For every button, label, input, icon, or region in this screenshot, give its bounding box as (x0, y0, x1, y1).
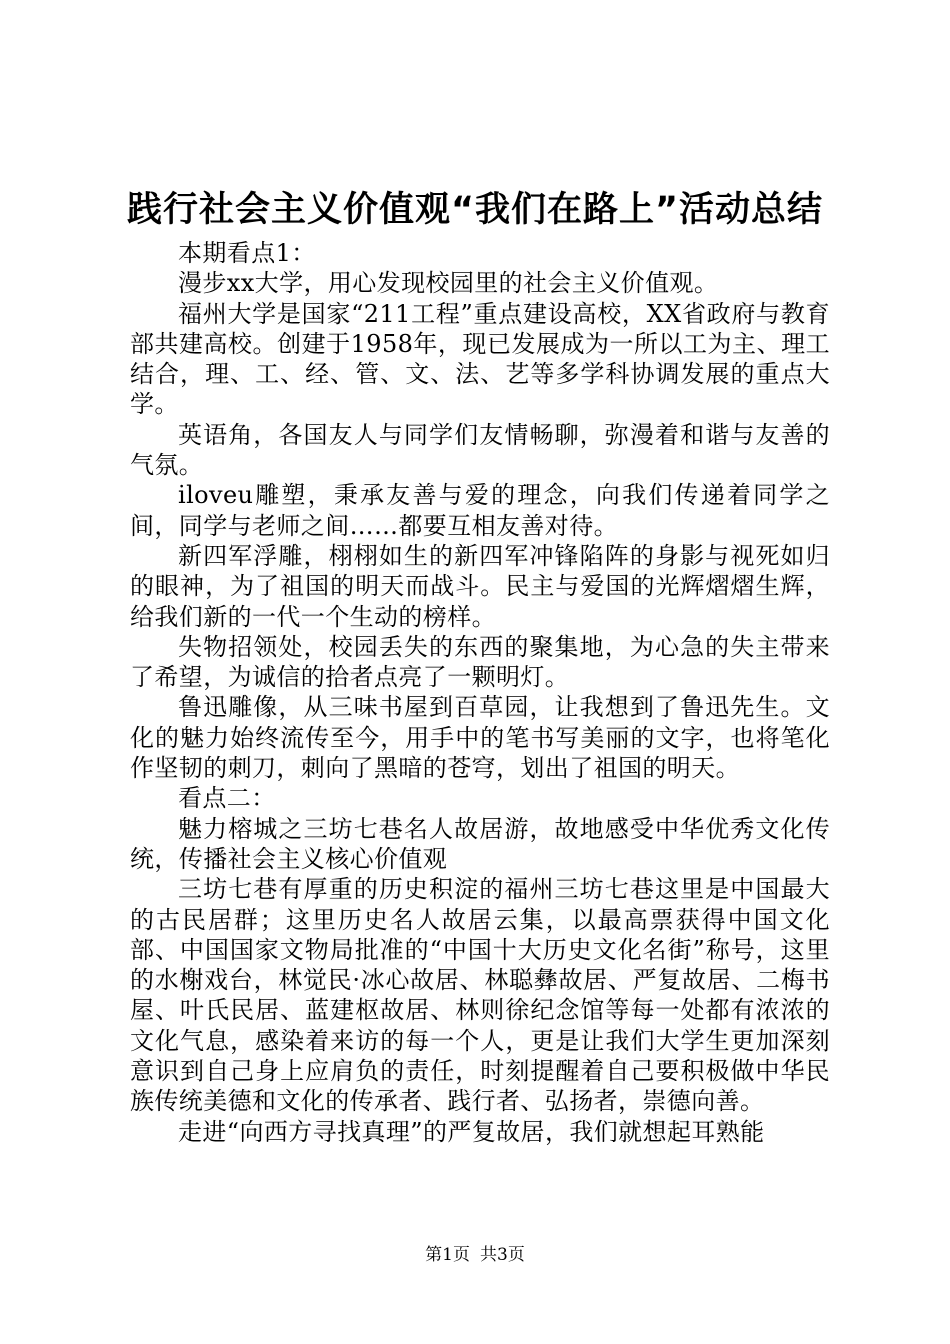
paragraph: 本期看点1： (178, 239, 316, 267)
paragraph: 走进“向西方寻找真理”的严复故居，我们就想起耳熟能 (178, 1117, 765, 1146)
paragraph: 新四军浮雕，栩栩如生的新四军冲锋陷阵的身影与视死如归的眼神，为了祖国的明天而战斗。民主与爱国的光辉熠熠生辉，给我们新的一代一个生动的榜样。 (130, 541, 830, 631)
page-number: 第1页 (425, 1245, 470, 1265)
paragraph: 鲁迅雕像，从三味书屋到百草园，让我想到了鲁迅先生。文化的魅力始终流传至今，用手中的笔书写美丽的文字，也将笔化作坚韧的刺刀，刺向了黑暗的苍穹，划出了祖国的明天。 (130, 693, 830, 783)
paragraph: iloveu雕塑，秉承友善与爱的理念，向我们传递着同学之间，同学与老师之间……都要互相友善对待。 (130, 481, 830, 540)
page-footer (0, 1245, 950, 1265)
paragraph: 漫步xx大学，用心发现校园里的社会主义价值观。 (178, 269, 719, 298)
paragraph: 福州大学是国家“211工程”重点建设高校，XX省政府与教育部共建高校。创建于1958年，现已发展成为一所以工为主、理工结合，理、工、经、管、文、法、艺等多学科协调发展的重点大学。 (130, 299, 830, 419)
paragraph: 失物招领处，校园丢失的东西的聚集地，为心急的失主带来了希望，为诚信的拾者点亮了一颗明灯。 (130, 632, 830, 692)
paragraph: 魅力榕城之三坊七巷名人故居游，故地感受中华优秀文化传统，传播社会主义核心价值观 (130, 814, 830, 873)
page-total: 共3页 (480, 1245, 525, 1265)
paragraph: 英语角，各国友人与同学们友情畅聊，弥漫着和谐与友善的气氛。 (130, 420, 830, 480)
paragraph: 看点二： (178, 784, 276, 813)
document-body (130, 238, 830, 1147)
paragraph: 三坊七巷有厚重的历史积淀的福州三坊七巷这里是中国最大的古民居群；这里历史名人故居云集，以最高票获得中国文化部、中国国家文物局批准的“中国十大历史文化名街”称号，这里的水榭戏台，林觉民·冰心故居、林聪彝故居、严复故居、二梅书屋、叶氏民居、蓝建枢故居、林则徐纪念馆等每一处都有浓浓的文化气息，感染着来访的每一个人，更是让我们大学生更加深刻意识到自己身上应肩负的责任，时刻提醒着自己要积极做中华民族传统美德和文化的传承者、践行者、弘扬者，崇德向善。 (130, 875, 830, 1116)
document-title: 践行社会主义价值观“我们在路上”活动总结 (126, 190, 823, 230)
